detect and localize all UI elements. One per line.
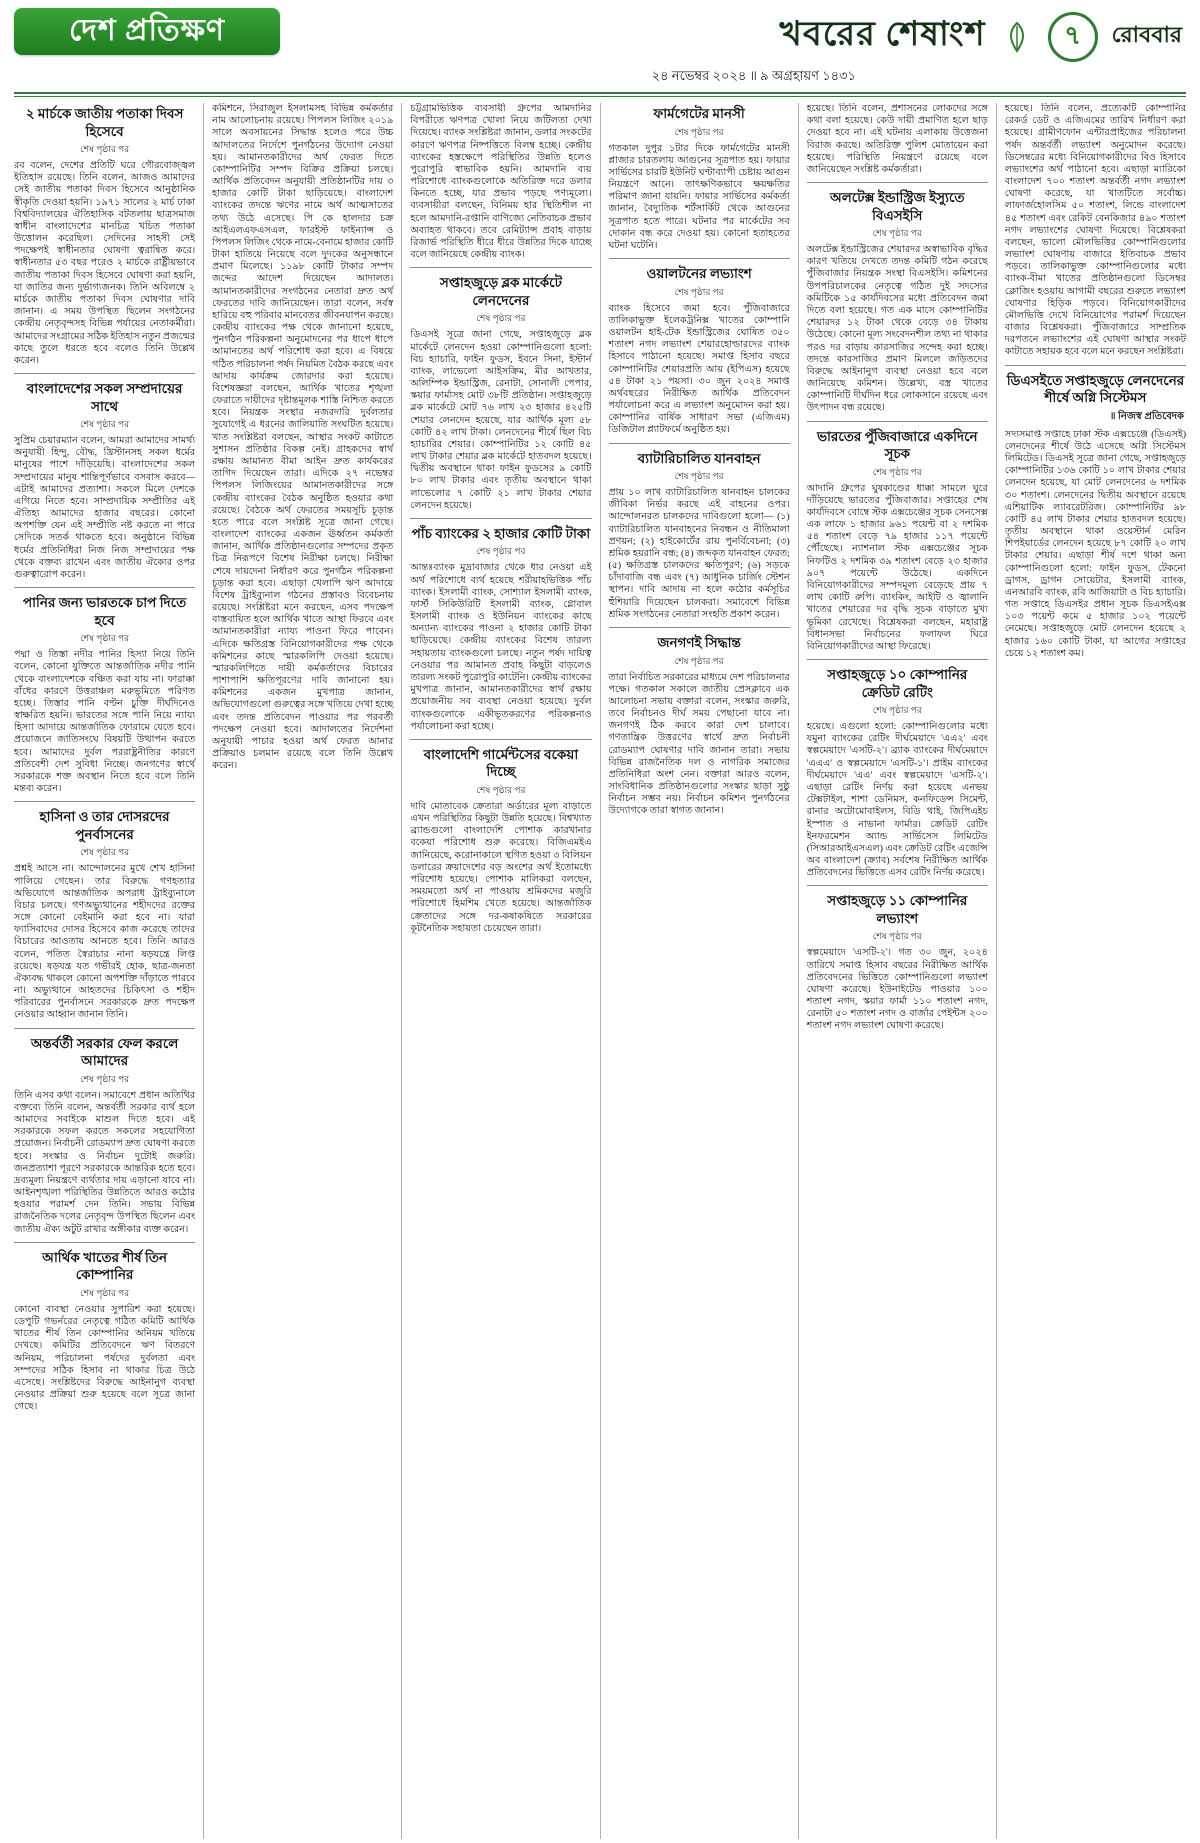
article-headline: ফার্মগেটের মানসী [653, 106, 745, 121]
page-header [14, 8, 1186, 88]
continued-from-label: শেষ পৃষ্ঠার পর [476, 546, 526, 557]
article-headline: হাসিনা ও তার দোসরদের পুনর্বাসনের [39, 809, 170, 842]
article-body: হয়েছে। তিনি বলেন, প্রশাসনের লোকদের সঙ্গে কথা বলা হয়েছে। কেউ দায়ী প্রমাণিত হলে ছাড় দেওয়া হবে না। এই ঘটনায় এলাকায় উত্তেজনা বিরাজ করছে। অতিরিক্ত পুলিশ মোতায়েন করা হয়েছে। পরিস্থিতি নিয়ন্ত্রণে রয়েছে বলে জানিয়েছেন সংশ্লিষ্ট কর্মকর্তারা। [806, 103, 988, 175]
continued-from-label: শেষ পৃষ্ঠার পর [80, 144, 130, 155]
article-continuation [410, 103, 591, 261]
article-headline: জনগণই সিদ্ধান্ত [657, 634, 741, 650]
article-columns [14, 103, 1186, 1839]
continued-from-label: শেষ পৃষ্ঠার পর [674, 126, 724, 137]
article [609, 627, 790, 818]
date-line: ২৪ নভেম্বর ২০২৪ ॥ ৯ অগ্রহায়ণ ১৪৩১ [651, 68, 856, 83]
article-headline: অলটেক্স ইন্ডাস্ট্রিজ ইস্যুতে বিএসইসি [830, 190, 965, 223]
article [609, 258, 790, 436]
continued-from-label: শেষ পৃষ্ঠার পর [80, 1287, 130, 1298]
article [807, 659, 988, 879]
article-headline: আর্থিক খাতের শীর্ষ তিন কোম্পানির [42, 1249, 168, 1283]
continued-from-label: শেষ পৃষ্ঠার পর [80, 633, 130, 644]
continued-from-label: শেষ পৃষ্ঠার পর [674, 471, 724, 482]
article-body: প্রশ্নই আসে না। আন্দোলনের মুখে শেখ হাসিনা পালিয়ে গেছেন। তার বিরুদ্ধে গণহত্যার অভিযোগে আন্তর্জাতিক অপরাধ ট্রাইব্যুনালে বিচার চলছে। গণঅভ্যুত্থানের শহীদদের রক্তের সঙ্গে কোনো বেইমানি করা হবে না। যারা ফ্যাসিবাদের দোসর হিসেবে কাজ করেছে তাদের বিচারের আওতায় আনতে হবে। তিনি আরও বলেন, পতিত স্বৈরাচার নানা ষড়যন্ত্রে লিপ্ত রয়েছে। ষড়যন্ত্র যত গভীরই হোক, ছাত্র-জনতা ঐক্যবদ্ধ থাকলে কোনো অপশক্তি দাঁড়াতে পারবে না। অভ্যুত্থানে আহতদের চিকিৎসা ও শহীদ পরিবারের পুনর্বাসনে সরকারকে দ্রুত পদক্ষেপ নেওয়ার আহ্বান জানান তিনি। [14, 863, 196, 1021]
article-body: সদ্যসমাপ্ত সপ্তাহে ঢাকা স্টক এক্সচেঞ্জে (ডিএসই) লেনদেনের শীর্ষে উঠে এসেছে অগ্নি সিস্টেমস লিমিটেড। ডিএসই সূত্রে জানা গেছে, সপ্তাহজুড়ে কোম্পানিটির ১৩৬ কোটি ১০ লাখ টাকার শেয়ার লেনদেন হয়েছে, যা মোট লেনদেনের ৬ দশমিক ৩০ শতাংশ। লেনদেনের দ্বিতীয় অবস্থানে রয়েছে এশিয়াটিক ল্যাবরেটরিজ। কোম্পানিটির ৯৮ কোটি ৪৫ লাখ টাকার শেয়ার হাতবদল হয়েছে। তৃতীয় অবস্থানে থাকা ওয়েস্টার্ন মেরিন শিপইয়ার্ডের লেনদেন হয়েছে ৮৭ কোটি ২০ লাখ টাকার শেয়ার। এছাড়া শীর্ষ দশে থাকা অন্য কোম্পানিগুলো হলো: ফাইন ফুডস, টেকনো ড্রাগস, ড্রাগন সোয়েটার, ইসলামী ব্যাংক, এনআরবি ব্যাংক, রবি আজিয়াটা ও বিচ হ্যাচারি। গত সপ্তাহে ডিএসইর প্রধান সূচক ডিএসইএক্স ১০৩ পয়েন্ট কমে ৫ হাজার ১০২ পয়েন্টে নেমেছে। সপ্তাহজুড়ে মোট লেনদেন হয়েছে ২ হাজার ১৬০ কোটি টাকা, যা আগের সপ্তাহের চেয়ে ১২ শতাংশ কম। [1004, 428, 1186, 659]
continued-from-label: শেষ পৃষ্ঠার পর [872, 705, 922, 716]
article [410, 739, 591, 935]
article-body: তিনি এসব কথা বলেন। সমাবেশে প্রধান অতিথির বক্তব্যে তিনি বলেন, অন্তর্বর্তী সরকার ব্যর্থ হলে আমাদের সবাইকে মাশুল দিতে হবে। এই সরকারকে সফল করতে সকলের সহযোগিতা প্রয়োজন। নির্বাচনী রোডম্যাপ দ্রুত ঘোষণা করতে হবে। সংস্কার ও নির্বাচন দুটোই জরুরি। জনপ্রত্যাশা পূরণে সরকারকে আন্তরিক হতে হবে। দ্রব্যমূল্য নিয়ন্ত্রণে ব্যর্থতার দায় এড়ানো যাবে না। আইনশৃঙ্খলা পরিস্থিতির উন্নতিতে আরও কঠোর হওয়ার পরামর্শ দেন তিনি। সভায় বিভিন্ন রাজনৈতিক দলের নেতৃবৃন্দ উপস্থিত ছিলেন এবং জাতীয় ঐক্য অটুট রাখার অঙ্গীকার ব্যক্ত করেন। [14, 1089, 196, 1235]
article-headline: সপ্তাহজুড়ে ব্লক মার্কেটে লেনদেনের [439, 275, 562, 308]
column-1 [14, 103, 203, 1839]
continued-from-label: শেষ পৃষ্ঠার পর [872, 466, 922, 477]
article-body: রব বলেন, দেশের প্রতিটি ঘরে গৌরবোজ্জ্বল ইতিহাস রয়েছে। তিনি বলেন, আজও আমাদের সেই জাতীয় পতাকা দিবস হিসেবে আনুষ্ঠানিক স্বীকৃতি দেওয়া হয়নি। ১৯৭১ সালের ২ মার্চ ঢাকা বিশ্ববিদ্যালয়ের ঐতিহাসিক বটতলায় ছাত্রসমাজ স্বাধীন বাংলাদেশের মানচিত্র খচিত পতাকা উত্তোলন করেছিল। সেদিনের সাহসী সেই পদক্ষেপই স্বাধীনতার ঘোষণা ত্বরান্বিত করে। স্বাধীনতার ৫৩ বছর পরেও ২ মার্চকে রাষ্ট্রীয়ভাবে জাতীয় পতাকা দিবস হিসেবে ঘোষণা করা হয়নি, যা জাতির জন্য দুর্ভাগ্যজনক। তিনি অবিলম্বে ২ মার্চকে জাতীয় পতাকা দিবস ঘোষণার দাবি জানান। এ সময় উপস্থিত ছিলেন সংগঠনের কেন্দ্রীয় নেতৃবৃন্দসহ বিভিন্ন পর্যায়ের নেতাকর্মীরা। আমাদের সংগ্রামের সঠিক ইতিহাস নতুন প্রজন্মের কাছে তুলে ধরতে হবে বলেও তিনি উল্লেখ করেন। [14, 160, 196, 366]
column-3 [401, 103, 599, 1839]
column-5 [798, 103, 996, 1839]
article-headline: ডিএসইতে সপ্তাহজুড়ে লেনদেনের শীর্ষে অগ্নি সিস্টেমস [1006, 372, 1185, 406]
article-headline: সপ্তাহজুড়ে ১১ কোম্পানির লভ্যাংশ [827, 893, 968, 926]
continued-from-label: শেষ পৃষ্ঠার পর [872, 931, 922, 942]
page-number-badge: ৭ [1048, 12, 1098, 62]
article-headline: ২ মার্চকে জাতীয় পতাকা দিবস হিসেবে [25, 106, 184, 139]
article [14, 373, 195, 581]
article-body: স্বল্পমেয়াদে 'এসটি-২'। গত ৩০ জুন, ২০২৪ তারিখে সমাপ্ত হিসাব বছরের নিরীক্ষিত আর্থিক প্রতিবেদনের ভিত্তিতে কোম্পানিগুলো লভ্যাংশ ঘোষণা করেছে। ইউনাইটেড পাওয়ার ১০০ শতাংশ নগদ, স্কয়ার ফার্মা ১১০ শতাংশ নগদ, রেনাটা ৫০ শতাংশ নগদ ও বার্জার পেইন্টস ২০০ শতাংশ নগদ লভ্যাংশ ঘোষণা করেছে। [806, 947, 988, 1032]
header-right [280, 8, 1186, 88]
column-4 [600, 103, 798, 1839]
column-6 [996, 103, 1186, 1839]
article-headline: বাংলাদেশের সকল সম্প্রদায়ের সাথে [26, 381, 183, 414]
article [14, 1242, 195, 1414]
article-body: হয়েছে। তিনি বলেন, প্রত্যেকটি কোম্পানির রেকর্ড ডেট ও এজিএমের তারিখ নির্ধারণ করা হয়েছে। গ্রামীণফোন এন্টারপ্রাইজের পরিচালনা পর্ষদ অন্তর্বর্তী লভ্যাংশ অনুমোদন করেছে। ডিসেম্বরের মধ্যে বিনিয়োগকারীদের বিও হিসাবে লভ্যাংশের অর্থ পাঠানো হবে। এছাড়া ম্যারিকো বাংলাদেশ ৭০০ শতাংশ অন্তর্বর্তী নগদ লভ্যাংশ ঘোষণা করেছে, যা খাতটিতে সর্বোচ্চ। লাফার্জহোলসিম ৫০ শতাংশ, লিন্ডে বাংলাদেশ ৪৫ শতাংশ এবং রেকিট বেনকিজার ৪৯০ শতাংশ নগদ লভ্যাংশের ঘোষণা দিয়েছে। বিশ্লেষকরা বলছেন, ভালো মৌলভিত্তির কোম্পানিগুলোর লভ্যাংশ ঘোষণায় বাজারে ইতিবাচক প্রভাব পড়বে। তালিকাভুক্ত কোম্পানিগুলোর মধ্যে ব্যাংক-বীমা খাতের প্রতিষ্ঠানগুলো ডিসেম্বর ক্লোজিং হওয়ায় আগামী বছরের শুরুতে লভ্যাংশ ঘোষণার হিড়িক পড়বে। বিনিয়োগকারীদের মৌলভিত্তি দেখে বিনিয়োগের পরামর্শ দিয়েছেন বাজার বিশ্লেষকরা। পুঁজিবাজারে সাম্প্রতিক দরপতনে লভ্যাংশের এই ঘোষণা আস্থার সংকট কাটাতে সহায়ক হবে বলে মনে করছেন সংশ্লিষ্টরা। [1004, 103, 1186, 358]
article-continuation [807, 103, 988, 176]
article [14, 587, 195, 795]
article-body: কোনো ব্যবস্থা নেওয়ার সুপারিশ করা হয়েছে। ডেপুটি গভর্নরের নেতৃত্বে গঠিত কমিটি আর্থিক খাতের শীর্ষ তিন কোম্পানির অনিয়ম খতিয়ে দেখছে। কমিটির প্রতিবেদনে ঋণ বিতরণে অনিয়ম, পরিচালনা পর্ষদের দুর্বলতা এবং সম্পদের সঠিক হিসাব না থাকার চিত্র উঠে এসেছে। সংশ্লিষ্টদের বিরুদ্ধে আইনানুগ ব্যবস্থা নেওয়ার প্রক্রিয়া শুরু হয়েছে বলে সূত্রে জানা গেছে। [14, 1303, 196, 1413]
article [410, 518, 591, 733]
continued-from-label: শেষ পৃষ্ঠার পর [476, 784, 526, 795]
continued-from-label: শেষ পৃষ্ঠার পর [872, 228, 922, 239]
continued-from-label: শেষ পৃষ্ঠার পর [674, 655, 724, 666]
continued-from-label: শেষ পৃষ্ঠার পর [80, 847, 130, 858]
article-byline: ॥ নিজস্ব প্রতিবেদক [1109, 410, 1185, 422]
article [807, 182, 988, 415]
newspaper-masthead: দেশ প্রতিক্ষণ [14, 8, 280, 55]
header-rule-thin [14, 96, 1186, 97]
article-body: অলটেক্স ইন্ডাস্ট্রিজের শেয়ারদর অস্বাভাবিক বৃদ্ধির কারণ খতিয়ে দেখতে তদন্ত কমিটি গঠন করেছে পুঁজিবাজার নিয়ন্ত্রক সংস্থা বিএসইসি। কমিশনের উপপরিচালকের নেতৃত্বে গঠিত দুই সদস্যের কমিটিকে ১৫ কার্যদিবসের মধ্যে প্রতিবেদন জমা দিতে বলা হয়েছে। গত এক মাসে কোম্পানিটির শেয়ারদর ১২ টাকা থেকে বেড়ে ৩৪ টাকায় উঠেছে। কোনো মূল্য সংবেদনশীল তথ্য না থাকার পরও দর বাড়ায় কারসাজির সন্দেহ করা হচ্ছে। তদন্তে কারসাজির প্রমাণ মিললে জড়িতদের বিরুদ্ধে আইনানুগ ব্যবস্থা নেওয়া হবে বলে জানিয়েছে কমিশন। উল্লেখ্য, বস্ত্র খাতের কোম্পানিটি দীর্ঘদিন ধরে লোকসানে রয়েছে এবং উৎপাদন বন্ধ রয়েছে। [806, 244, 988, 414]
article-body: প্রায় ১০ লাখ ব্যাটারিচালিত যানবাহন চালকের জীবিকা নির্ভর করছে এই বাহনের ওপর। আন্দোলনরত চালকদের দাবিগুলো হলো— (১) ব্যাটারিচালিত যানবাহনের নিবন্ধন ও নীতিমালা প্রণয়ন; (২) হাইকোর্টের রায় পুনর্বিবেচনা; (৩) শ্রমিক হয়রানি বন্ধ; (৪) জব্দকৃত যানবাহন ফেরত; (৫) ক্ষতিগ্রস্ত চালকদের ক্ষতিপূরণ; (৬) সড়কে চাঁদাবাজি বন্ধ এবং (৭) আধুনিক চার্জিং স্টেশন স্থাপন। দাবি আদায় না হলে কঠোর কর্মসূচির হুঁশিয়ারি দিয়েছেন চালকরা। সমাবেশে বিভিন্ন শ্রমিক সংগঠনের নেতারা সংহতি প্রকাশ করেন। [608, 487, 790, 620]
article-body: সুপ্রিম চেয়ারম্যান বলেন, আমরা আমাদের সামর্থ্য অনুযায়ী হিন্দু, বৌদ্ধ, খ্রিস্টানসহ সকল ধর্মের মানুষের পাশে দাঁড়িয়েছি। বাংলাদেশের সকল সম্প্রদায়ের মানুষ শান্তিপূর্ণভাবে বসবাস করবে— এটাই আমাদের প্রত্যাশা। সকলে মিলে দেশকে এগিয়ে নিতে হবে। সাম্প্রদায়িক সম্প্রীতির এই ঐতিহ্য আমাদের হাজার বছরের। কোনো অপশক্তি যেন এই সম্প্রীতি নষ্ট করতে না পারে সেদিকে সতর্ক থাকতে হবে। অনুষ্ঠানে বিভিন্ন ধর্মের প্রতিনিধিরা নিজ নিজ সম্প্রদায়ের পক্ষ থেকে বক্তব্য রাখেন এবং জাতীয় ঐক্যের ওপর গুরুত্বারোপ করেন। [14, 435, 196, 580]
article-body: ডিএসই সূত্রে জানা গেছে, সপ্তাহজুড়ে ব্লক মার্কেটে লেনদেন হওয়া কোম্পানিগুলো হলো: বিচ হ্যাচারি, ফাইন ফুডস, ইবনে সিনা, ইস্টার্ন ব্যাংক, লাভেলো আইসক্রিম, মীর আখতার, অলিম্পিক ইন্ডাস্ট্রিজ, রেনাটা, সোনালী পেপার, স্কয়ার ফার্মাসহ মোট ৩৮টি প্রতিষ্ঠান। সপ্তাহজুড়ে ব্লক মার্কেটে মোট ৭৬ লাখ ২৩ হাজার ৪২৫টি শেয়ার লেনদেন হয়েছে, যার আর্থিক মূল্য ৫৮ কোটি ৪২ লাখ টাকা। লেনদেনের শীর্ষে ছিল বিচ হ্যাচারির শেয়ার। কোম্পানিটির ১২ কোটি ৪৫ লাখ টাকার শেয়ার ব্লক মার্কেটে হাতবদল হয়েছে। দ্বিতীয় অবস্থানে থাকা ফাইন ফুডসের ৯ কোটি ৮০ লাখ টাকার এবং তৃতীয় অবস্থানে থাকা লাভেলোর ৭ কোটি ২১ লাখ টাকার শেয়ার লেনদেন হয়েছে। [410, 329, 592, 511]
article-body: আদানি গ্রুপের ঘুষকাণ্ডের ধাক্কা সামলে ঘুরে দাঁড়িয়েছে ভারতের পুঁজিবাজার। সপ্তাহের শেষ কার্যদিবসে বোম্বে স্টক এক্সচেঞ্জের সূচক সেনসেক্স এক লাফে ১ হাজার ৯৬১ পয়েন্ট বা ২ দশমিক ৫৪ শতাংশ বেড়ে ৭৯ হাজার ১১৭ পয়েন্টে পৌঁছেছে। ন্যাশনাল স্টক এক্সচেঞ্জের সূচক নিফটিও ২ দশমিক ৩৯ শতাংশ বেড়ে ২৩ হাজার ৯০৭ পয়েন্টে উঠেছে। একদিনে বিনিয়োগকারীদের সম্পদমূল্য বেড়েছে প্রায় ৭ লাখ কোটি রুপি। ব্যাংকিং, আইটি ও জ্বালানি খাতের শেয়ারের দর বৃদ্ধি সূচক বাড়াতে মুখ্য ভূমিকা রেখেছে। বিশ্লেষকরা বলছেন, মহারাষ্ট্র বিধানসভা নির্বাচনের ফলাফল ঘিরে বিনিয়োগকারীদের আস্থা ফিরেছে। [806, 482, 988, 652]
article [807, 421, 988, 654]
article-body: গতকাল দুপুর ১টার দিকে ফার্মগেটের মানসী প্লাজার চারতলায় আগুনের সূত্রপাত হয়। ফায়ার সার্ভিসের চারটি ইউনিট ঘণ্টাব্যাপী চেষ্টায় আগুন নিয়ন্ত্রণে আনে। তাৎক্ষণিকভাবে ক্ষয়ক্ষতির পরিমাণ জানা যায়নি। ফায়ার সার্ভিসের কর্মকর্তা জানান, বৈদ্যুতিক শর্টসার্কিট থেকে আগুনের সূত্রপাত হতে পারে। ঘটনার পর মার্কেটের সব দোকান বন্ধ করে দেওয়া হয়। কোনো হতাহতের ঘটনা ঘটেনি। [608, 142, 790, 251]
article-body: কমিশনে, সিরাজুল ইসলামসহ বিভিন্ন কর্মকর্তার নাম আলোচনায় রয়েছে। পিপলস লিজিং ২০১৯ সালে অবসায়নের সিদ্ধান্ত হলেও পরে উচ্চ আদালতের নির্দেশে পুনর্গঠনের উদ্যোগ নেওয়া হয়। আমানতকারীদের অর্থ ফেরত দিতে কোম্পানিটির সম্পদ বিক্রির প্রক্রিয়া চলছে। আর্থিক প্রতিবেদন অনুযায়ী প্রতিষ্ঠানটির দায় ৩ হাজার কোটি টাকা ছাড়িয়েছে। বাংলাদেশ ব্যাংকের তদন্তে ঋণের নামে অর্থ আত্মসাতের তথ্য উঠে এসেছে। পি কে হালদার চক্র আইএলএফএসএল, ফারইস্ট ফাইন্যান্স ও পিপলস লিজিং থেকে নামে-বেনামে হাজার কোটি টাকা হাতিয়ে নিয়েছে বলে দুদকের অনুসন্ধানে প্রমাণ মিলেছে। ১১৯৮ কোটি টাকার সম্পদ জব্দের আদেশ দিয়েছেন আদালত। আমানতকারীদের সংগঠনের নেতারা দ্রুত অর্থ ফেরতের দাবি জানিয়েছেন। তারা বলেন, সর্বস্ব হারিয়ে বহু পরিবার মানবেতর জীবনযাপন করছে। কেন্দ্রীয় ব্যাংকের পক্ষ থেকে জানানো হয়েছে, পুনর্গঠন পরিকল্পনা অনুমোদনের পর ধাপে ধাপে আমানতের অর্থ পরিশোধ করা হবে। এ বিষয়ে গঠিত পরিচালনা পর্ষদ নিয়মিত বৈঠক করছে এবং আদায় কার্যক্রম জোরদার করা হয়েছে। বিশেষজ্ঞরা বলছেন, আর্থিক খাতের শৃঙ্খলা ফেরাতে দায়ীদের দৃষ্টান্তমূলক শাস্তি নিশ্চিত করতে হবে। নিয়ন্ত্রক সংস্থার নজরদারি দুর্বলতার সুযোগেই এ ধরনের জালিয়াতি সংঘটিত হয়েছে। খাত সংশ্লিষ্টরা বলছেন, আস্থার সংকট কাটাতে সুশাসন প্রতিষ্ঠার বিকল্প নেই। গ্রাহকদের স্বার্থ রক্ষায় আমানত বীমা আইন দ্রুত কার্যকরের তাগিদ দিয়েছেন তারা। এদিকে ২৭ নভেম্বর পিপলস লিজিংয়ের আমানতকারীদের সঙ্গে কেন্দ্রীয় ব্যাংকের বৈঠক অনুষ্ঠিত হওয়ার কথা রয়েছে। বৈঠকে অর্থ ফেরতের সময়সূচি চূড়ান্ত হতে পারে বলে সংশ্লিষ্ট সূত্রে জানা গেছে। বাংলাদেশ ব্যাংকের একজন ঊর্ধ্বতন কর্মকর্তা জানান, আর্থিক প্রতিষ্ঠানগুলোর সম্পদের প্রকৃত চিত্র নিরূপণে বিশেষ নিরীক্ষা চলছে। নিরীক্ষা শেষে দায়দেনা নির্ধারণ করে পুনর্গঠন পরিকল্পনা চূড়ান্ত করা হবে। এছাড়া খেলাপি ঋণ আদায়ে বিশেষ ট্রাইব্যুনাল গঠনের প্রস্তাবও বিবেচনায় রয়েছে। সংশ্লিষ্টরা মনে করছেন, এসব পদক্ষেপ বাস্তবায়িত হলে আর্থিক খাতে আস্থা ফিরবে এবং আমানতকারীরা ন্যায্য পাওনা ফিরে পাবেন। এদিকে ক্ষতিগ্রস্ত বিনিয়োগকারীদের পক্ষ থেকে কমিশনের কাছে স্মারকলিপি দেওয়া হয়েছে। স্মারকলিপিতে দায়ী কর্মকর্তাদের বিচারের পাশাপাশি ক্ষতিপূরণের দাবি জানানো হয়। কমিশনের একজন মুখপাত্র জানান, অভিযোগগুলো গুরুত্বের সঙ্গে খতিয়ে দেখা হচ্ছে এবং তদন্ত প্রতিবেদন পাওয়ার পর পরবর্তী পদক্ষেপ নেওয়া হবে। আদালতের নির্দেশনা অনুযায়ী পাচার হওয়া অর্থ ফেরত আনার প্রক্রিয়াও চলমান রয়েছে বলে তিনি উল্লেখ করেন। [212, 103, 394, 772]
article-body: তারা নির্বাচিত সরকারের মাধ্যমে দেশ পরিচালনার পক্ষে। গতকাল সকালে জাতীয় প্রেসক্লাবে এক আলোচনা সভায় বক্তারা বলেন, সংস্কার জরুরি, তবে নির্বাচনও দীর্ঘ সময় পেছানো যাবে না। জনগণই ঠিক করবে কারা দেশ চালাবে। গণতান্ত্রিক উত্তরণের স্বার্থে দ্রুত নির্বাচনী রোডম্যাপ ঘোষণার দাবি জানান তারা। সভায় বিভিন্ন রাজনৈতিক দল ও নাগরিক সমাজের প্রতিনিধিরা অংশ নেন। বক্তারা আরও বলেন, সাংবিধানিক প্রতিষ্ঠানগুলোর সংস্কার ছাড়া সুষ্ঠু নির্বাচন সম্ভব নয়। নির্বাচন কমিশন পুনর্গঠনের উদ্যোগকে তারা স্বাগত জানান। [608, 671, 790, 817]
article-headline: ওয়ালটনের লভ্যাংশ [646, 266, 752, 282]
article-headline: বাংলাদেশি গার্মেন্টসের বকেয়া দিচ্ছে [423, 746, 579, 780]
article-body: আন্তঃব্যাংক মুদ্রাবাজার থেকে ধার নেওয়া এই অর্থ পরিশোধে ব্যর্থ হয়েছে শরীয়াহভিত্তিক পাঁচ ব্যাংক। ইসলামী ব্যাংক, সোশ্যাল ইসলামী ব্যাংক, ফার্স্ট সিকিউরিটি ইসলামী ব্যাংক, গ্লোবাল ইসলামী ব্যাংক ও ইউনিয়ন ব্যাংকের কাছে অন্যান্য ব্যাংকের পাওনা ২ হাজার কোটি টাকা ছাড়িয়েছে। কেন্দ্রীয় ব্যাংকের বিশেষ তারল্য সহায়তায় ব্যাংকগুলো চলছে। নতুন পর্ষদ দায়িত্ব নেওয়ার পর আমানত প্রবাহ কিছুটা বাড়লেও তারল্য সংকট পুরোপুরি কাটেনি। কেন্দ্রীয় ব্যাংকের মুখপাত্র জানান, আমানতকারীদের স্বার্থ রক্ষায় প্রয়োজনীয় সব ব্যবস্থা নেওয়া হয়েছে। দুর্বল ব্যাংকগুলোকে একীভূতকরণের পরিকল্পনাও পর্যালোচনা করা হচ্ছে। [410, 562, 592, 732]
article-continuation [1005, 103, 1186, 359]
column-2 [203, 103, 401, 1839]
continued-from-label: শেষ পৃষ্ঠার পর [80, 419, 130, 430]
article [14, 1028, 195, 1236]
article-headline: পাঁচ ব্যাংকের ২ হাজার কোটি টাকা [411, 525, 591, 541]
article [609, 443, 790, 621]
continued-from-label: শেষ পৃষ্ঠার পর [476, 313, 526, 324]
article-body: ব্যাংক হিসেবে জমা হবে। পুঁজিবাজারে তালিকাভুক্ত ইলেকট্রনিক্স খাতের কোম্পানি ওয়ালটন হাই-টেক ইন্ডাস্ট্রিজের ঘোষিত ৩৫০ শতাংশ নগদ লভ্যাংশ শেয়ারহোল্ডারদের ব্যাংক হিসাবে পাঠানো হয়েছে। সমাপ্ত হিসাব বছরে কোম্পানিটির শেয়ারপ্রতি আয় (ইপিএস) হয়েছে ৫৪ টাকা ২১ পয়সা। ৩০ জুন ২০২৪ সমাপ্ত অর্থবছরের নিরীক্ষিত আর্থিক প্রতিবেদন পর্যালোচনা করে এ লভ্যাংশ অনুমোদন করা হয়। কোম্পানির বার্ষিক সাধারণ সভা (এজিএম) ডিজিটাল প্ল্যাটফর্মে অনুষ্ঠিত হয়। [608, 302, 790, 436]
article-body: দাবি মোতাবেক ক্রেতারা অর্ডারের মূল্য বাড়াতে এখন পরিস্থিতির কিছুটা উন্নতি হয়েছে। বিশ্বখ্যাত ব্র্যান্ডগুলো বাংলাদেশি পোশাক কারখানার বকেয়া পরিশোধ শুরু করেছে। বিজিএমইএ জানিয়েছে, করোনাকালে স্থগিত হওয়া ৩ বিলিয়ন ডলারের ক্রয়াদেশের বড় অংশের অর্থ ইতোমধ্যে পরিশোধ হয়েছে। পোশাক মালিকরা বলছেন, সময়মতো অর্থ না পাওয়ায় শ্রমিকদের মজুরি পরিশোধে হিমশিম খেতে হয়েছে। আন্তর্জাতিক ক্রেতাদের সঙ্গে দর-কষাকষিতে সরকারের কূটনৈতিক সহায়তা চেয়েছেন তারা। [410, 800, 592, 934]
article [14, 105, 195, 367]
article [609, 105, 790, 252]
continued-from-label: শেষ পৃষ্ঠার পর [80, 1073, 130, 1084]
article-headline: সপ্তাহজুড়ে ১০ কোম্পানির ক্রেডিট রেটিং [827, 667, 968, 700]
section-title: খবরের শেষাংশ [779, 16, 986, 53]
article-headline: ব্যাটারিচালিত যানবাহন [637, 450, 761, 466]
article [410, 267, 591, 512]
article [807, 885, 988, 1032]
header-rule [14, 92, 1186, 94]
article [1005, 365, 1186, 660]
ornament-leaf-icon [1000, 20, 1034, 54]
article-body: পদ্মা ও তিস্তা নদীর পানির হিস্যা নিয়ে তিনি বলেন, কোনো যুক্তিতে আন্তর্জাতিক নদীর পানি থেকে বাংলাদেশকে বঞ্চিত করা যায় না। ফারাক্কা বাঁধের কারণে উত্তরাঞ্চল মরুভূমিতে পরিণত হচ্ছে। তিস্তার পানি বণ্টন চুক্তি দীর্ঘদিনেও স্বাক্ষরিত হয়নি। ভারতের সঙ্গে পানি নিয়ে ন্যায্য হিস্যা আদায়ে আন্তর্জাতিক ফোরামে যেতে হবে। প্রয়োজনে জাতিসংঘে বিষয়টি উত্থাপন করতে হবে। আমাদের দুর্বল পররাষ্ট্রনীতির কারণে প্রতিবেশী দেশ সুবিধা নিচ্ছে। জনগণের স্বার্থে সরকারকে শক্ত অবস্থান নিতে হবে বলে তিনি মন্তব্য করেন। [14, 649, 196, 795]
article [14, 801, 195, 1021]
article-headline: পানির জন্য ভারতকে চাপ দিতে হবে [22, 595, 187, 628]
article-continuation [212, 103, 393, 772]
article-body: চট্টগ্রামভিত্তিক ব্যবসায়ী গ্রুপের আমদানির বিপরীতে ঋণপত্র খোলা নিয়ে জটিলতা দেখা দিয়েছে। ব্যাংক সংশ্লিষ্টরা জানান, ডলার সংকটের কারণে ঋণপত্র নিষ্পত্তিতে বিলম্ব হচ্ছে। কেন্দ্রীয় ব্যাংকের হস্তক্ষেপে পরিস্থিতির উন্নতি হলেও পুরোপুরি স্বাভাবিক হয়নি। আমদানি ব্যয় পরিশোধে ব্যাংকগুলোকে অতিরিক্ত দরে ডলার কিনতে হচ্ছে, যার প্রভাব পড়ছে পণ্যমূল্যে। ব্যবসায়ীরা বলছেন, বিনিময় হার স্থিতিশীল না হলে আমদানি-রপ্তানি বাণিজ্যে নেতিবাচক প্রভাব অব্যাহত থাকবে। তবে রেমিট্যান্স প্রবাহ বাড়ায় রিজার্ভ পরিস্থিতি ধীরে ধীরে উন্নতির দিকে যাচ্ছে বলে জানিয়েছে কেন্দ্রীয় ব্যাংক। [410, 103, 592, 261]
article-body: হয়েছে। এগুলো হলো: কোম্পানিগুলোর মধ্যে যমুনা ব্যাংকের রেটিং দীর্ঘমেয়াদে 'এএ২' এবং স্বল্পমেয়াদে 'এসটি-২'। ব্র্যাক ব্যাংকের দীর্ঘমেয়াদে 'এএএ' ও স্বল্পমেয়াদে 'এসটি-১'। প্রাইম ব্যাংকের দীর্ঘমেয়াদে 'এএ' এবং স্বল্পমেয়াদে 'এসটি-২'। এছাড়া রেটিং নির্ণয় করা হয়েছে এনভয় টেক্সটাইল, শাশা ডেনিমস, কনফিডেন্স সিমেন্ট, রানার অটোমোবাইলস, বিডি থাই, জিপিএইচ ইস্পাত ও নাভানা ফার্মার। ক্রেডিট রেটিং ইনফরমেশন অ্যান্ড সার্ভিসেস লিমিটেড (সিআরআইএসএল) এবং ক্রেডিট রেটিং এজেন্সি অব বাংলাদেশ (ক্র্যাব) সর্বশেষ নিরীক্ষিত আর্থিক প্রতিবেদনের ভিত্তিতে এসব রেটিং নির্ণয় করেছে। [806, 721, 988, 879]
article-headline: ভারতের পুঁজিবাজারে একদিনে সূচক [816, 428, 978, 462]
weekday-label: রোববার [1111, 22, 1182, 47]
article-headline: অন্তর্বর্তী সরকার ফেল করলে আমাদের [30, 1035, 179, 1069]
continued-from-label: শেষ পৃষ্ঠার পর [674, 286, 724, 297]
